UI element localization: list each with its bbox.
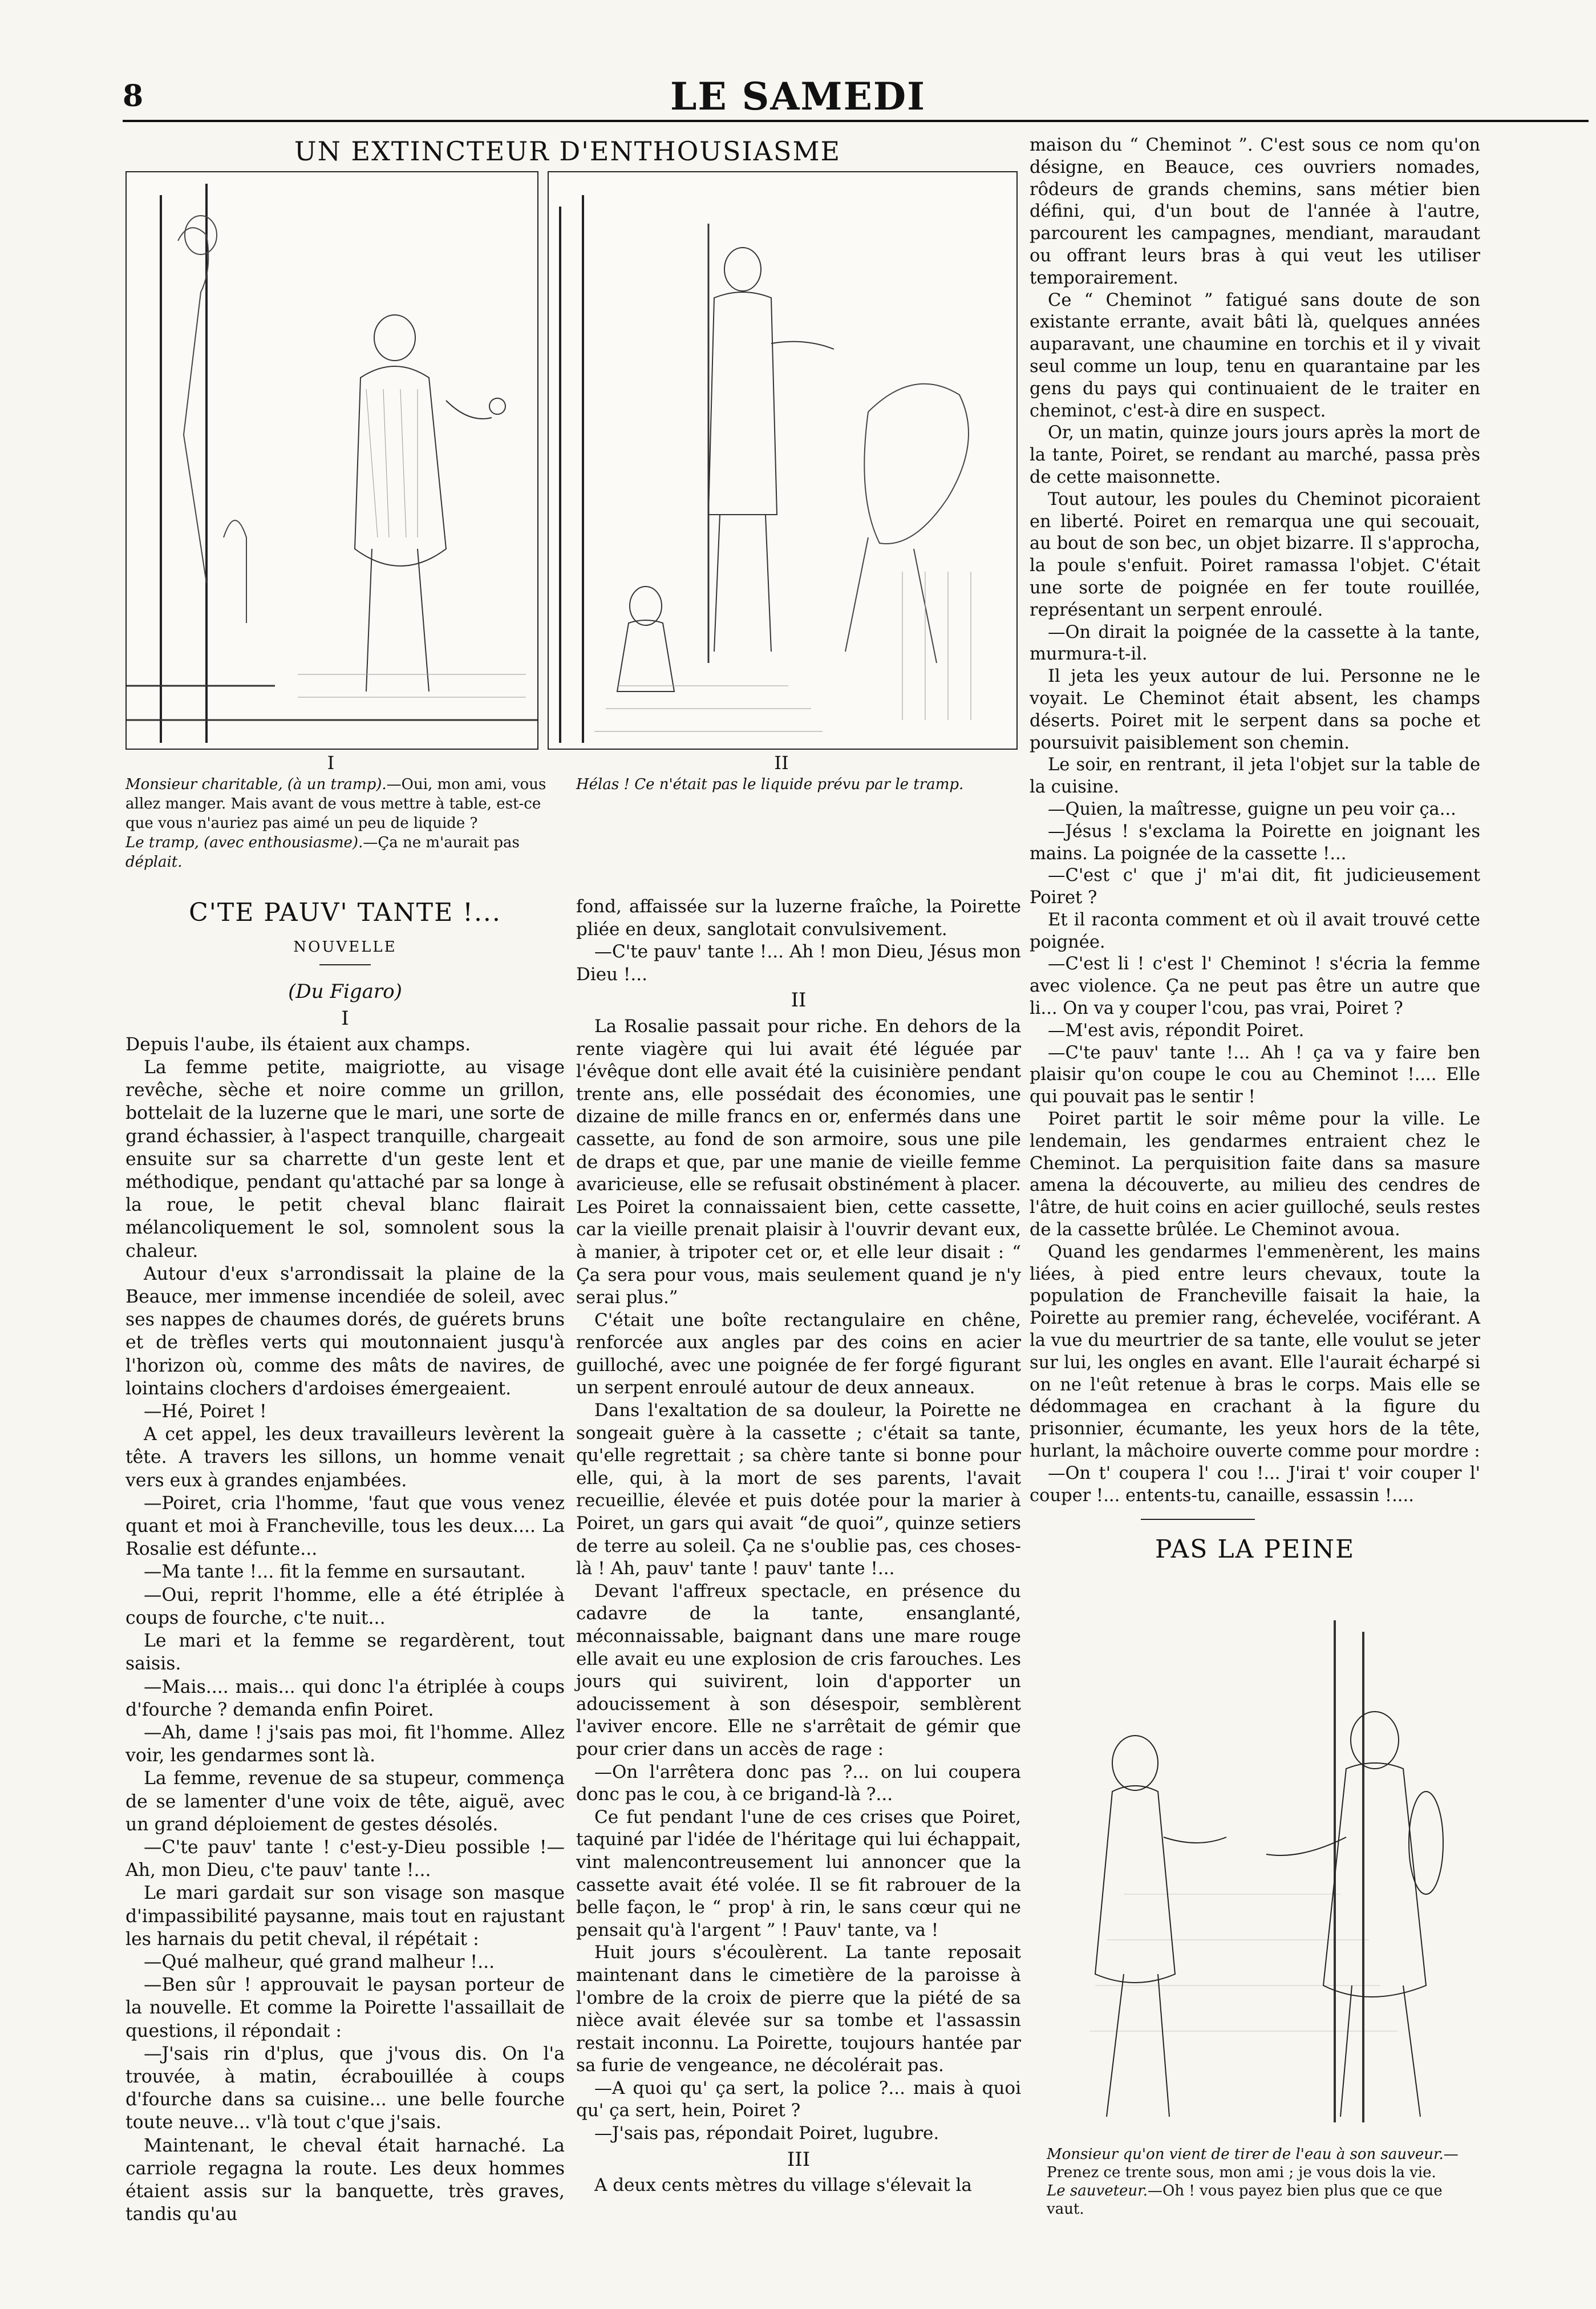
panel-1-caption bbox=[125, 775, 559, 872]
paragraph: —Quien, la maîtresse, guigne un peu voir ça... bbox=[1048, 799, 1456, 819]
paragraph: Or, un matin, quinze jours jours après la mort de la tante, Poiret, se rendant au marché, passa près de cette maisonnette. bbox=[1030, 423, 1480, 487]
paragraph: Le mari gardait sur son visage son masque d'impassibilité paysanne, mais tout en rajustant les harnais du petit cheval, il répétait : bbox=[125, 1883, 565, 1950]
story-source: (Du Figaro) bbox=[288, 980, 402, 1004]
caption-1-speaker: Monsieur charitable, (à un tramp). bbox=[125, 776, 387, 793]
paragraph: —A quoi qu' ça sert, la police ?... mais à quoi qu' ça sert, hein, Poiret ? bbox=[576, 2077, 1021, 2121]
caption-1-text: —Oui, mon ami, vous allez manger. Mais avant de vous mettre à table, est-ce que vous n'auriez pas aimé un peu de liquide ? bbox=[125, 776, 546, 832]
pas-la-peine-illustration bbox=[1038, 1598, 1472, 2134]
caption-1-end: déplait. bbox=[125, 854, 183, 871]
cartoon-panel-1-illustration bbox=[125, 171, 538, 750]
caption-2-text: Hélas ! Ce n'était pas le liquide prévu par le tramp. bbox=[576, 776, 964, 793]
paragraph: —J'sais rin d'plus, que j'vous dis. On l'a trouvée, à matin, écrabouillée à coups d'fourche dans sa cuisine... une belle fourche toute neuve... v'là tout c'que j'sais. bbox=[125, 2043, 565, 2133]
panel-2-caption bbox=[576, 775, 1015, 794]
paragraph: A deux cents mètres du village s'élevait la bbox=[594, 2175, 972, 2196]
paragraph: —Mais.... mais... qui donc l'a étriplée à coups d'fourche ? demanda enfin Poiret. bbox=[125, 1676, 565, 1720]
paragraph: Le mari et la femme se regardèrent, tout saisis. bbox=[125, 1631, 565, 1675]
paragraph: fond, affaissée sur la luzerne fraîche, la Poirette pliée en deux, sanglotait convulsivement. bbox=[576, 896, 1021, 940]
paragraph: —C'te pauv' tante !... Ah ! mon Dieu, Jésus mon Dieu !... bbox=[576, 941, 1021, 985]
paragraph: —On dirait la poignée de la cassette à la tante, murmura-t-il. bbox=[1030, 622, 1480, 665]
paragraph: —Poiret, cria l'homme, 'faut que vous venez quant et moi à Francheville, tous les deux.... La Rosalie est défunte... bbox=[125, 1493, 565, 1560]
caption-1-speaker-2: Le tramp, (avec enthousiasme). bbox=[125, 834, 363, 851]
paragraph: Huit jours s'écoulèrent. La tante reposait maintenant dans le cimetière de la paroisse à l'ombre de la croix de pierre que la piété de sa nièce avait élevée sur sa tombe et l'assassin restait inconnu. La Poirette, toujours hantée par sa furie de vengeance, ne décolérait pas. bbox=[576, 1942, 1021, 2076]
story-title: C'TE PAUV' TANTE !... bbox=[189, 898, 501, 927]
section-heading-1: I bbox=[341, 1006, 349, 1030]
paragraph: —On l'arrêtera donc pas ?... on lui coupera donc pas le cou, à ce brigand-là ?... bbox=[576, 1761, 1021, 1805]
paragraph: —C'te pauv' tante ! c'est-y-Dieu possible !—Ah, mon Dieu, c'te pauv' tante !... bbox=[125, 1837, 565, 1881]
paragraph: —Hé, Poiret ! bbox=[144, 1401, 267, 1422]
story-column-2 bbox=[576, 896, 1021, 2196]
paragraph: C'était une boîte rectangulaire en chêne, renforcée aux angles par des coins en acier guilloché, avec une poignée de fer forgé figurant un serpent enroulé autour de deux anneaux. bbox=[576, 1309, 1021, 1398]
paragraph: A cet appel, les deux travailleurs levèrent la tête. A travers les sillons, un homme venait vers eux à grandes enjambées. bbox=[125, 1424, 565, 1491]
caption-speaker: Monsieur qu'on vient de tirer de l'eau à son sauveur. bbox=[1047, 2146, 1444, 2163]
caption-1-text-2: —Ça ne m'aurait pas bbox=[363, 834, 520, 851]
cartoon-panel-2-illustration bbox=[548, 171, 1018, 750]
panel-1-label: I bbox=[327, 752, 335, 774]
paragraph: maison du “ Cheminot ”. C'est sous ce nom qu'on désigne, en Beauce, ces ouvriers nomades, rôdeurs de grands chemins, sans métier bien défini, qui, d'un bout de l'année à l'autre, parcourent les campagnes, mendiant, maraudant ou offrant leurs bras à qui veut les utiliser temporairement. bbox=[1030, 135, 1480, 288]
paragraph: Et il raconta comment et où il avait trouvé cette poignée. bbox=[1030, 909, 1480, 952]
cartoon-title: UN EXTINCTEUR D'ENTHOUSIASME bbox=[294, 136, 841, 167]
paragraph: —J'sais pas, répondait Poiret, lugubre. bbox=[594, 2123, 939, 2144]
section-divider bbox=[1141, 1519, 1255, 1520]
pas-la-peine-title: PAS LA PEINE bbox=[1155, 1535, 1355, 1564]
paragraph: Devant l'affreux spectacle, en présence du cadavre de la tante, ensanglanté, méconnaissable, baignant dans une mare rouge elle avait eu une explosion de cris farouches. Les jours qui suivirent, loin d'apporter un adoucissement à son désespoir, semblèrent l'aviver encore. Elle ne s'arrêtait de gémir que pour crier dans un accès de rage : bbox=[576, 1580, 1021, 1760]
story-subtitle: NOUVELLE bbox=[293, 939, 397, 956]
paragraph: —On t' coupera l' cou !... J'irai t' voir couper l' couper !... entents-tu, canaille, essassin !.... bbox=[1030, 1463, 1480, 1506]
paragraph: —Ben sûr ! approuvait le paysan porteur de la nouvelle. Et comme la Poirette l'assaillait de questions, il répondait : bbox=[125, 1975, 565, 2041]
paragraph: Ce “ Cheminot ” fatigué sans doute de son existante errante, avait bâti là, quelques années auparavant, une chaumine en torchis et il y vivait seul comme un loup, tenu en quarantaine par les gens du pays qui continuaient de le traiter en cheminot, c'est-à dire en suspect. bbox=[1030, 290, 1480, 421]
caption-text: —Prenez ce trente sous, mon ami ; je vous dois la vie. bbox=[1047, 2146, 1459, 2181]
paragraph: Quand les gendarmes l'emmenèrent, les mains liées, à pied entre leurs chevaux, toute la population de Francheville faisait la haie, la Poirette au premier rang, échevelée, vociférant. A la vue du meurtrier de sa tante, elle voulut se jeter sur lui, les ongles en avant. Elle l'aurait écharpé si on ne l'eût retenue à bras le corps. Mais elle se dédommagea en crachant à la figure du prisonnier, écumante, les yeux hors de la tête, hurlant, la mâchoire ouverte comme pour mordre : bbox=[1030, 1242, 1480, 1462]
paragraph: Il jeta les yeux autour de lui. Personne ne le voyait. Le Cheminot était absent, les champs déserts. Poiret mit le serpent dans sa poche et poursuivit paisiblement son chemin. bbox=[1030, 666, 1480, 753]
newspaper-title: LE SAMEDI bbox=[670, 74, 926, 119]
paragraph: —C'te pauv' tante !... Ah ! ça va y faire ben plaisir qu'on coupe le cou au Cheminot !.... Elle qui pouvait pas le sentir ! bbox=[1030, 1042, 1480, 1107]
caption-text-2: —Oh ! vous payez bien plus que ce que vaut. bbox=[1047, 2182, 1443, 2218]
paragraph: Le soir, en rentrant, il jeta l'objet sur la table de la cuisine. bbox=[1030, 755, 1480, 798]
paragraph: —Qué malheur, qué grand malheur !... bbox=[144, 1951, 495, 1972]
panel-2-label: II bbox=[774, 752, 789, 774]
paragraph: —M'est avis, répondit Poiret. bbox=[1048, 1020, 1305, 1041]
paragraph: —Ma tante !... fit la femme en sursautant. bbox=[144, 1562, 526, 1583]
paragraph: Autour d'eux s'arrondissait la plaine de la Beauce, mer immense incendiée de soleil, avec ses nappes de chaumes dorés, de guérets bruns et de trèfles verts qui moutonnaient jusqu'à l'horizon où, comme des mâts de navires, de lointains clochers d'ardoises émergeaient. bbox=[125, 1263, 565, 1399]
caption-speaker-2: Le sauveteur. bbox=[1047, 2182, 1148, 2199]
paragraph: Dans l'exaltation de sa douleur, la Poirette ne songeait guère à la cassette ; c'était sa tante, qu'elle regrettait ; sa chère tante si bonne pour elle, qui, à la mort de ses parents, l'avait recueillie, élevée et puis dotée pour la marier à Poiret, un gars qui avait “de quoi”, quinze setiers de terre au soleil. Ça ne s'oublie pas, ces choses-là ! Ah, pauv' tante ! pauv' tante !... bbox=[576, 1400, 1021, 1579]
page-number: 8 bbox=[123, 79, 144, 114]
subtitle-rule bbox=[319, 964, 371, 965]
header-rule bbox=[123, 120, 1589, 122]
story-column-1 bbox=[125, 898, 565, 2225]
paragraph: —Oui, reprit l'homme, elle a été étriplée à coups de fourche, c'te nuit... bbox=[125, 1584, 565, 1628]
paragraph: Depuis l'aube, ils étaient aux champs. bbox=[125, 1034, 471, 1055]
section-heading-3: III bbox=[787, 2148, 811, 2171]
paragraph: La Rosalie passait pour riche. En dehors de la rente viagère qui lui avait été léguée par l'évêque dont elle avait été la cuisinière pendant trente ans, elle possédait des économies, une dizaine de mille francs en or, enfermés dans une cassette, au fond de son armoire, sous une pile de draps et que, par une manie de vieille femme avaricieuse, elle se refusait obstinément à placer. Les Poiret la connaissaient bien, cette cassette, car la vieille prenait plaisir à l'ouvrir devant eux, à manier, à tripoter cet or, et elle leur disait : “ Ça sera pour vous, mais seulement quand je n'y serai plus.” bbox=[576, 1016, 1021, 1308]
story-column-3 bbox=[1030, 135, 1480, 1506]
pas-la-peine-caption bbox=[1047, 2145, 1475, 2218]
paragraph: Tout autour, les poules du Cheminot picoraient en liberté. Poiret en remarqua une qui secouait, au bout de son bec, un objet bizarre. Il s'approcha, la poule s'enfuit. Poiret ramassa l'objet. C'était une sorte de poignée en fer toute rouillée, représentant un serpent enroulé. bbox=[1030, 489, 1480, 620]
paragraph: Poiret partit le soir même pour la ville. Le lendemain, les gendarmes entraient chez le Cheminot. La perquisition faite dans sa masure amena la découverte, au milieu des cendres de l'âtre, de huit coins en acier guilloché, seuls restes de la cassette brûlée. Le Cheminot avoua. bbox=[1030, 1109, 1480, 1240]
paragraph: —C'est li ! c'est l' Cheminot ! s'écria la femme avec violence. Ça ne peut pas être un autre que li... On va y couper l'cou, pas vrai, Poiret ? bbox=[1030, 954, 1480, 1019]
paragraph: La femme, revenue de sa stupeur, commença de se lamenter d'une voix de tête, aiguë, avec un grand déploiement de gestes désolés. bbox=[125, 1768, 565, 1835]
section-heading-2: II bbox=[791, 989, 807, 1012]
paragraph: Ce fut pendant l'une de ces crises que Poiret, taquiné par l'idée de l'héritage qui lui échappait, vint malencontreusement lui annoncer que la cassette avait été volée. Il se fit rabrouer de la belle façon, le “ prop' à rin, le sans cœur qui ne pensait qu'à l'argent ” ! Pauv' tante, va ! bbox=[576, 1806, 1021, 1940]
paragraph: La femme petite, maigriotte, au visage revêche, sèche et noire comme un grillon, bottelait de la luzerne que le mari, une sorte de grand échassier, à l'aspect tranquille, chargeait ensuite sur sa charrette d'un geste lent et méthodique, pendant qu'attaché par sa longe à la roue, le petit cheval blanc flairait mélancoliquement le sol, somnolent sous la chaleur. bbox=[125, 1057, 565, 1261]
paragraph: Maintenant, le cheval était harnaché. La carriole regagna la route. Les deux hommes étaient assis sur la banquette, très graves, tandis qu'au bbox=[125, 2135, 565, 2225]
paragraph: —Jésus ! s'exclama la Poirette en joignant les mains. La poignée de la cassette !... bbox=[1030, 821, 1480, 864]
paragraph: —Ah, dame ! j'sais pas moi, fit l'homme. Allez voir, les gendarmes sont là. bbox=[125, 1722, 565, 1766]
paragraph: —C'est c' que j' m'ai dit, fit judicieusement Poiret ? bbox=[1030, 866, 1480, 908]
